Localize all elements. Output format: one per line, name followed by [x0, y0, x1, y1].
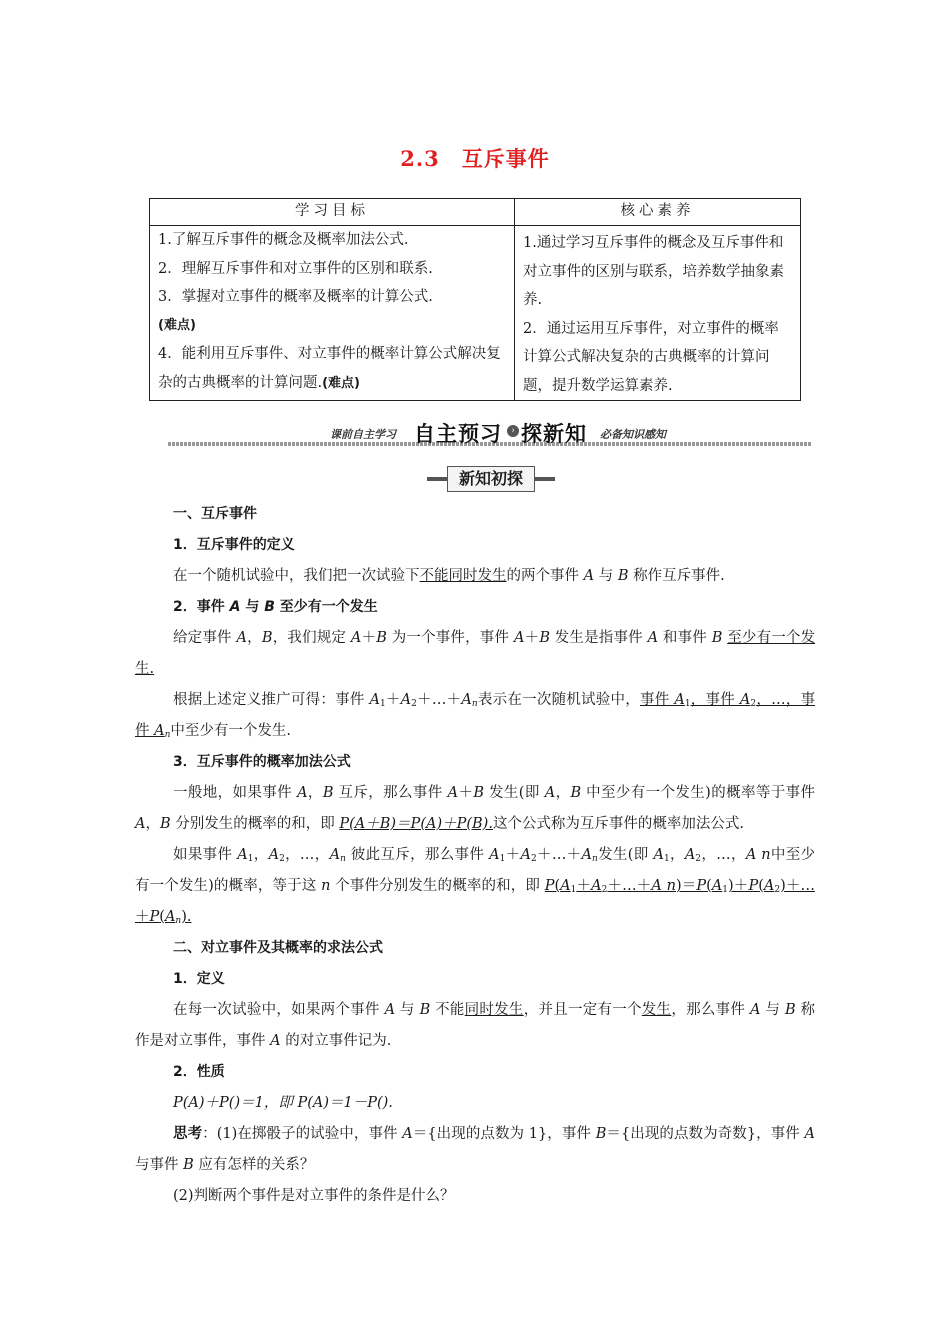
paragraph: 根据上述定义推广可得：事件 $A_1+A_2+\dots+A_n$表示在一次随机试验中，事件 $A_1$，事件 $A_2$，…，事件 $A_n$中至少有一个发生. [135, 692, 816, 740]
goal-item: 1.了解互斥事件的概念及概率加法公式. [158, 232, 409, 248]
goal-item: 3．掌握对立事件的概率及概率的计算公式. [158, 289, 433, 305]
paragraph: 在一个随机试验中，我们把一次试验下不能同时发生的两个事件 A 与 B 称作互斥事件. [173, 568, 725, 584]
banner-title-1: 自主预习 [414, 421, 502, 446]
paragraph: 在每一次试验中，如果两个事件 A 与 B 不能同时发生，并且一定有一个发生，那么事件 A 与 B 称作是对立事件，事件 A 的对立事件记为. [135, 1002, 816, 1049]
literacy-item: 1.通过学习互斥事件的概念及互斥事件和对立事件的区别与联系，培养数学抽象素养. [523, 235, 784, 308]
paragraph: 一般地，如果事件 A，B 互斥，那么事件 A＋B 发生(即 A，B 中至少有一个发生)的概率等于事件 A，B 分别发生的概率的和，即 P(A＋B)＝P(A)＋P(B).这个公式称为互斥事件的概率加法公式. [135, 785, 816, 832]
banner-left-text: 课前自主学习 [330, 428, 396, 441]
header-learning-goals: 学习目标 [150, 199, 515, 226]
formula: P(A)＋P()＝1，即 P(A)＝1－P(). [173, 1095, 393, 1111]
subsection-heading: 2．事件 A 与 B 至少有一个发生 [173, 599, 378, 615]
paragraph: 如果事件 $A_1$，$A_2$，…，$A_n$ 彼此互斥，那么事件 $A_1+A_2+\dots+A_n$发生(即 $A_1$，$A_2$，…，A n中至少有一个发生)的概率，等于这 n 个事件分别发生的概率的和，即 $P(A_1+A_2+\dots+A$ $n)=P(A_1)+P(A_2)+\dots+P(A_n)$. [135, 847, 816, 926]
banner-title-2: 探新知 [521, 421, 587, 446]
goal-item: 4．能利用互斥事件、对立事件的概率计算公式解决复杂的古典概率的计算问题.(难点) [158, 346, 501, 391]
header-core-literacy: 核心素养 [515, 199, 801, 226]
think-question: (2)判断两个事件是对立事件的条件是什么？ [173, 1188, 455, 1204]
learning-goals-cell [150, 226, 515, 401]
tag-label: 新知初探 [447, 466, 535, 492]
body-content [135, 499, 815, 1212]
subsection-heading: 3．互斥事件的概率加法公式 [173, 754, 351, 770]
section-banner [168, 418, 812, 448]
subsection-heading: 1．定义 [173, 971, 225, 987]
goal-item: 2．理解互斥事件和对立事件的区别和联系. [158, 260, 433, 277]
arrow-icon: › [507, 425, 519, 437]
paragraph: 给定事件 A，B，我们规定 A＋B 为一个事件，事件 A＋B 发生是指事件 A 和事件 B 至少有一个发生. [135, 630, 816, 677]
literacy-item: 2．通过运用互斥事件，对立事件的概率计算公式解决复杂的古典概率的计算问题，提升数学运算素养. [523, 320, 779, 394]
banner-right-text: 必备知识感知 [600, 428, 666, 441]
subsection-heading: 1．互斥事件的定义 [173, 537, 295, 553]
page-title: 2.3 互斥事件 [400, 146, 550, 171]
section-tag [427, 466, 555, 494]
think-question: 思考：(1)在掷骰子的试验中，事件 A＝{出现的点数为 1}，事件 B＝{出现的点数为奇数}，事件 A 与事件 B 应有怎样的关系？ [135, 1126, 815, 1173]
objectives-table [149, 198, 801, 401]
section-heading: 二、对立事件及其概率的求法公式 [173, 940, 383, 956]
goal-item: (难点) [158, 317, 196, 333]
core-literacy-cell [515, 226, 801, 401]
section-heading: 一、互斥事件 [173, 506, 257, 522]
subsection-heading: 2．性质 [173, 1064, 225, 1080]
